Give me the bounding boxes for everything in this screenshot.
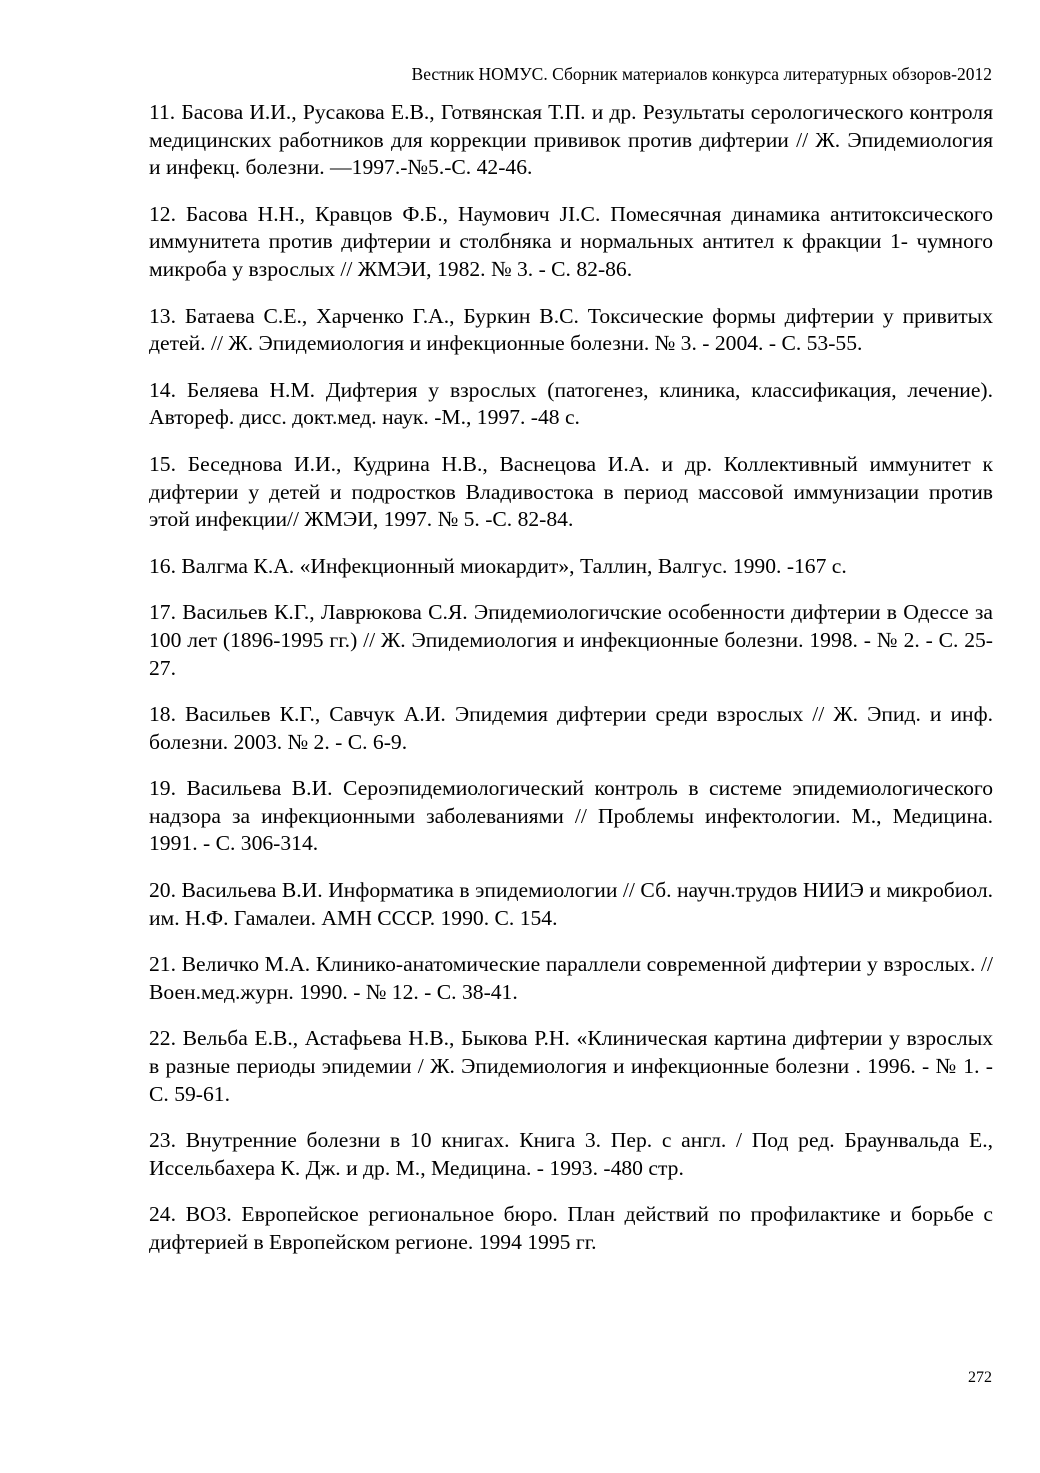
reference-item: 23. Внутренние болезни в 10 книгах. Книга 3. Пер. с англ. / Под ред. Браунвальда Е., Иссельбахера К. Дж. и др. М., Медицина. - 1993. -480 стр. [149,1128,993,1180]
reference-item: 19. Васильева В.И. Сероэпидемиологический контроль в системе эпидемиологического надзора за инфекционными заболеваниями // Проблемы инфектологии. М., Медицина. 1991. - С. 306-314. [149,776,993,856]
reference-item: 13. Батаева С.Е., Харченко Г.А., Буркин В.С. Токсические формы дифтерии у привитых детей. // Ж. Эпидемиология и инфекционные болезни. № 3. - 2004. - С. 53-55. [149,303,993,356]
reference-item: 11. Басова И.И., Русакова Е.В., Готвянская Т.П. и др. Результаты серологического контроля медицинских работников для коррекции прививок против дифтерии // Ж. Эпидемиология и инфекц. болезни. —1997.-№5.-С. 42-46. [149,100,993,180]
reference-item: 12. Басова Н.Н., Кравцов Ф.Б., Наумович JI.С. Помесячная динамика антитоксического иммунитета против дифтерии и столбняка и нормальных антител к фракции 1- чумного микроба у взрослых // ЖМЭИ, 1982. № 3. - С. 82-86. [149,201,993,281]
reference-item: 14. Беляева Н.М. Дифтерия у взрослых (патогенез, клиника, классификация, лечение). Автореф. дисс. докт.мед. наук. -М., 1997. -48 с. [149,377,993,430]
reference-item: 20. Васильева В.И. Информатика в эпидемиологии // Сб. научн.трудов НИИЭ и микробиол. им. Н.Ф. Гамалеи. АМН СССР. 1990. С. 154. [149,878,993,930]
running-header: Вестник НОМУС. Сборник материалов конкурса литературных обзоров-2012 [411,64,992,84]
reference-item: 16. Валгма К.А. «Инфекционный миокардит», Таллин, Валгус. 1990. -167 с. [149,553,847,578]
reference-item: 24. ВОЗ. Европейское региональное бюро. План действий по профилактике и борьбе с дифтерией в Европейском регионе. 1994 1995 гг. [149,1202,993,1254]
reference-item: 22. Вельба Е.В., Астафьева Н.В., Быкова Р.Н. «Клиническая картина дифтерии у взрослых в разные периоды эпидемии / Ж. Эпидемиология и инфекционные болезни . 1996. - № 1. - С. 59-61. [149,1026,993,1106]
reference-item: 18. Васильев К.Г., Савчук А.И. Эпидемия дифтерии среди взрослых // Ж. Эпид. и инф. болезни. 2003. № 2. - С. 6-9. [149,702,993,754]
reference-list [149,99,993,1276]
reference-item: 17. Васильев К.Г., Лаврюкова С.Я. Эпидемиологичские особенности дифтерии в Одессе за 100 лет (1896-1995 гг.) // Ж. Эпидемиология и инфекционные болезни. 1998. - № 2. - С. 25-27. [149,600,993,680]
page-number: 272 [968,1369,992,1386]
reference-item: 15. Беседнова И.И., Кудрина Н.В., Васнецова И.А. и др. Коллективный иммунитет к дифтерии у детей и подростков Владивостока в период массовой иммунизации против этой инфекции// ЖМЭИ, 1997. № 5. -С. 82-84. [149,451,993,532]
reference-item: 21. Величко М.А. Клинико-анатомические параллели современной дифтерии у взрослых. // Воен.мед.журн. 1990. - № 12. - С. 38-41. [149,952,993,1004]
